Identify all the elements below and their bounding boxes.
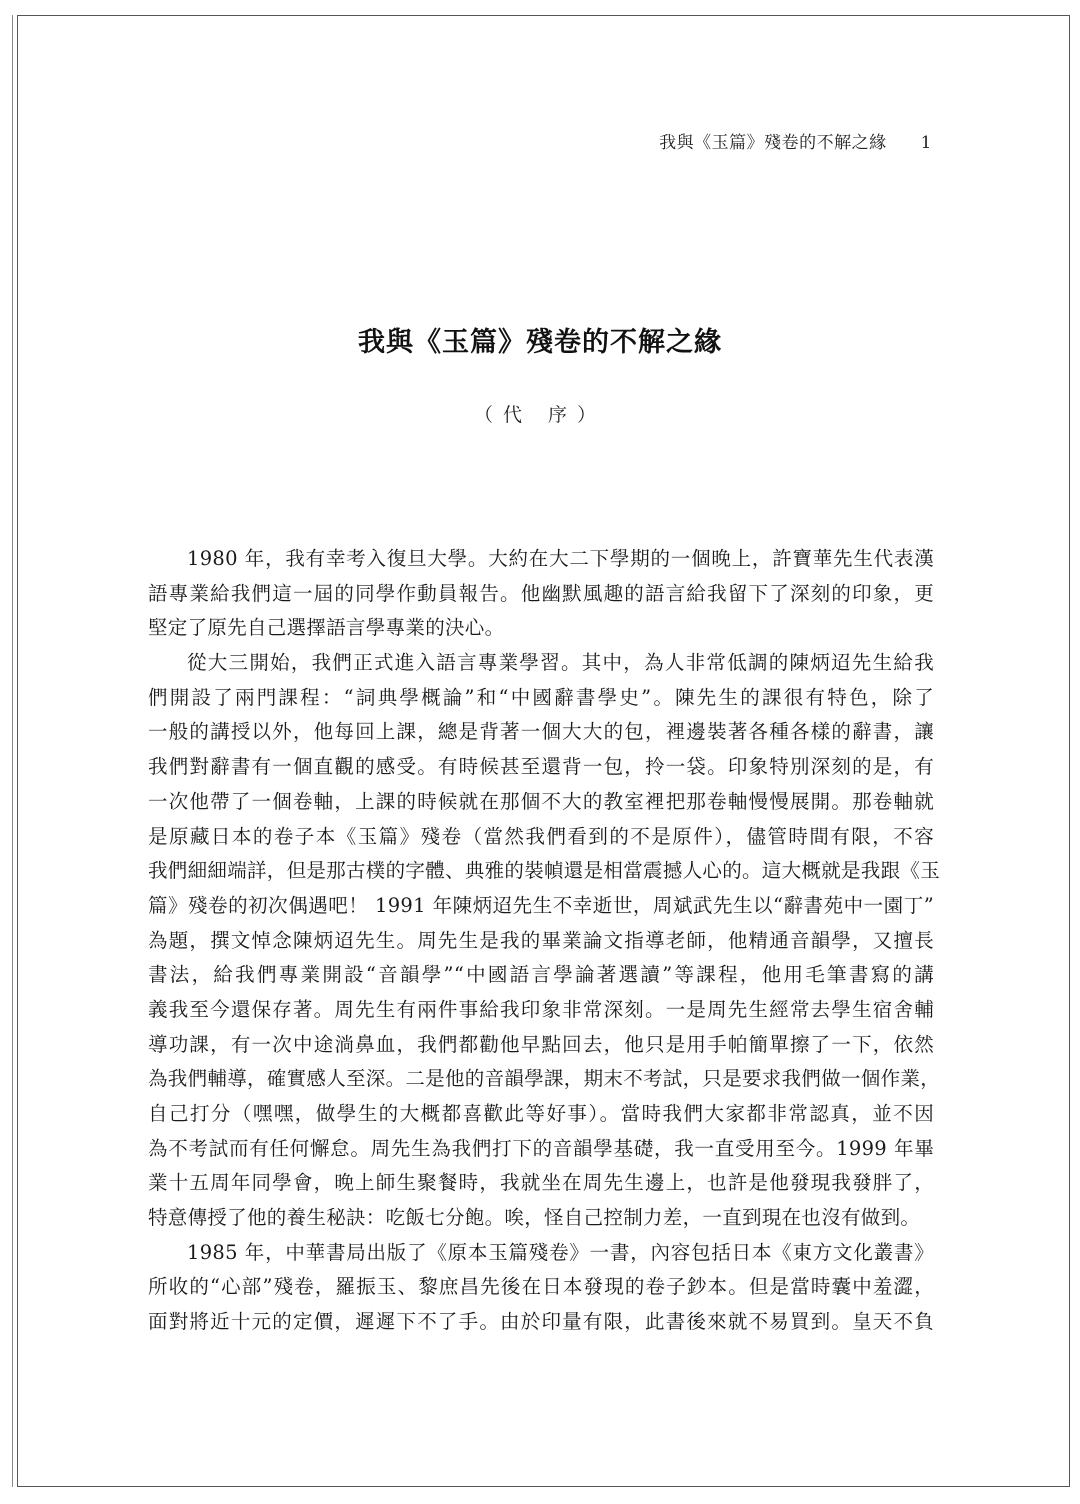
body-line: 所收的“心部”殘卷，羅振玉、黎庶昌先後在日本發現的卷子鈔本。但是當時囊中羞澀， <box>148 1275 934 1299</box>
chapter-subtitle: （代 序） <box>473 404 607 426</box>
body-line: 為題，撰文悼念陳炳迢先生。周先生是我的畢業論文指導老師，他精通音韻學，又擅長 <box>148 928 934 952</box>
body-line: 我們細細端詳，但是那古樸的字體、典雅的裝幀還是相當震撼人心的。這大概就是我跟《玉 <box>148 859 941 883</box>
body-line: 面對將近十元的定價，遲遲下不了手。由於印量有限，此書後來就不易買到。皇天不負 <box>148 1310 934 1334</box>
body-line: 業十五周年同學會，晚上師生聚餐時，我就坐在周先生邊上，也許是他發現我發胖了， <box>148 1171 934 1195</box>
body-line: 我們對辭書有一個直觀的感受。有時候甚至還背一包，拎一袋。印象特別深刻的是，有 <box>148 755 934 779</box>
body-line: 從大三開始，我們正式進入語言專業學習。其中，為人非常低調的陳炳迢先生給我 <box>187 651 934 675</box>
running-header-title: 我與《玉篇》殘卷的不解之緣 <box>659 133 887 153</box>
body-line: 是原藏日本的卷子本《玉篇》殘卷（當然我們看到的不是原件），儘管時間有限，不容 <box>148 824 934 848</box>
body-line: 1980 年，我有幸考入復旦大學。大約在大二下學期的一個晚上，許寶華先生代表漢 <box>187 547 934 570</box>
running-header <box>659 128 932 153</box>
body-line: 導功課，有一次中途淌鼻血，我們都勸他早點回去，他只是用手帕簡單擦了一下，依然 <box>148 1032 934 1056</box>
body-line: 特意傳授了他的養生秘訣：吃飯七分飽。唉，怪自己控制力差，一直到現在也沒有做到。 <box>148 1206 921 1230</box>
chapter-title: 我與《玉篇》殘卷的不解之緣 <box>358 327 722 358</box>
body-line: 一次他帶了一個卷軸，上課的時候就在那個不大的教室裡把那卷軸慢慢展開。那卷軸就 <box>148 789 934 813</box>
body-line: 為不考試而有任何懈怠。周先生為我們打下的音韻學基礎，我一直受用至今。1999 年畢 <box>148 1136 934 1160</box>
body-line: 自己打分（嘿嘿，做學生的大概都喜歡此等好事）。當時我們大家都非常認真，並不因 <box>148 1102 934 1125</box>
body-line: 一般的講授以外，他每回上課，總是背著一個大大的包，裡邊裝著各種各樣的辭書，讓 <box>148 720 934 744</box>
page-number: 1 <box>920 133 932 153</box>
body-text <box>148 542 941 1340</box>
left-binding-rule <box>12 15 13 1487</box>
body-line: 為我們輔導，確實感人至深。二是他的音韻學課，期末不考試，只是要求我們做一個作業， <box>148 1067 941 1091</box>
body-line: 們開設了兩門課程：“詞典學概論”和“中國辭書學史”。陳先生的課很有特色，除了 <box>148 685 934 709</box>
body-line: 篇》殘卷的初次偶遇吧！ 1991 年陳炳迢先生不幸逝世，周斌武先生以“辭書苑中一園丁” <box>148 893 934 917</box>
body-line: 義我至今還保存著。周先生有兩件事給我印象非常深刻。一是周先生經常去學生宿舍輔 <box>148 997 934 1021</box>
body-line: 1985 年，中華書局出版了《原本玉篇殘卷》一書，內容包括日本《東方文化叢書》 <box>187 1240 934 1264</box>
body-line: 書法，給我們專業開設“音韻學”“中國語言學論著選讀”等課程，他用毛筆書寫的講 <box>148 963 934 987</box>
body-line: 堅定了原先自己選擇語言學專業的決心。 <box>148 616 505 640</box>
body-line: 語專業給我們這一屆的同學作動員報告。他幽默風趣的語言給我留下了深刻的印象，更 <box>148 581 934 605</box>
